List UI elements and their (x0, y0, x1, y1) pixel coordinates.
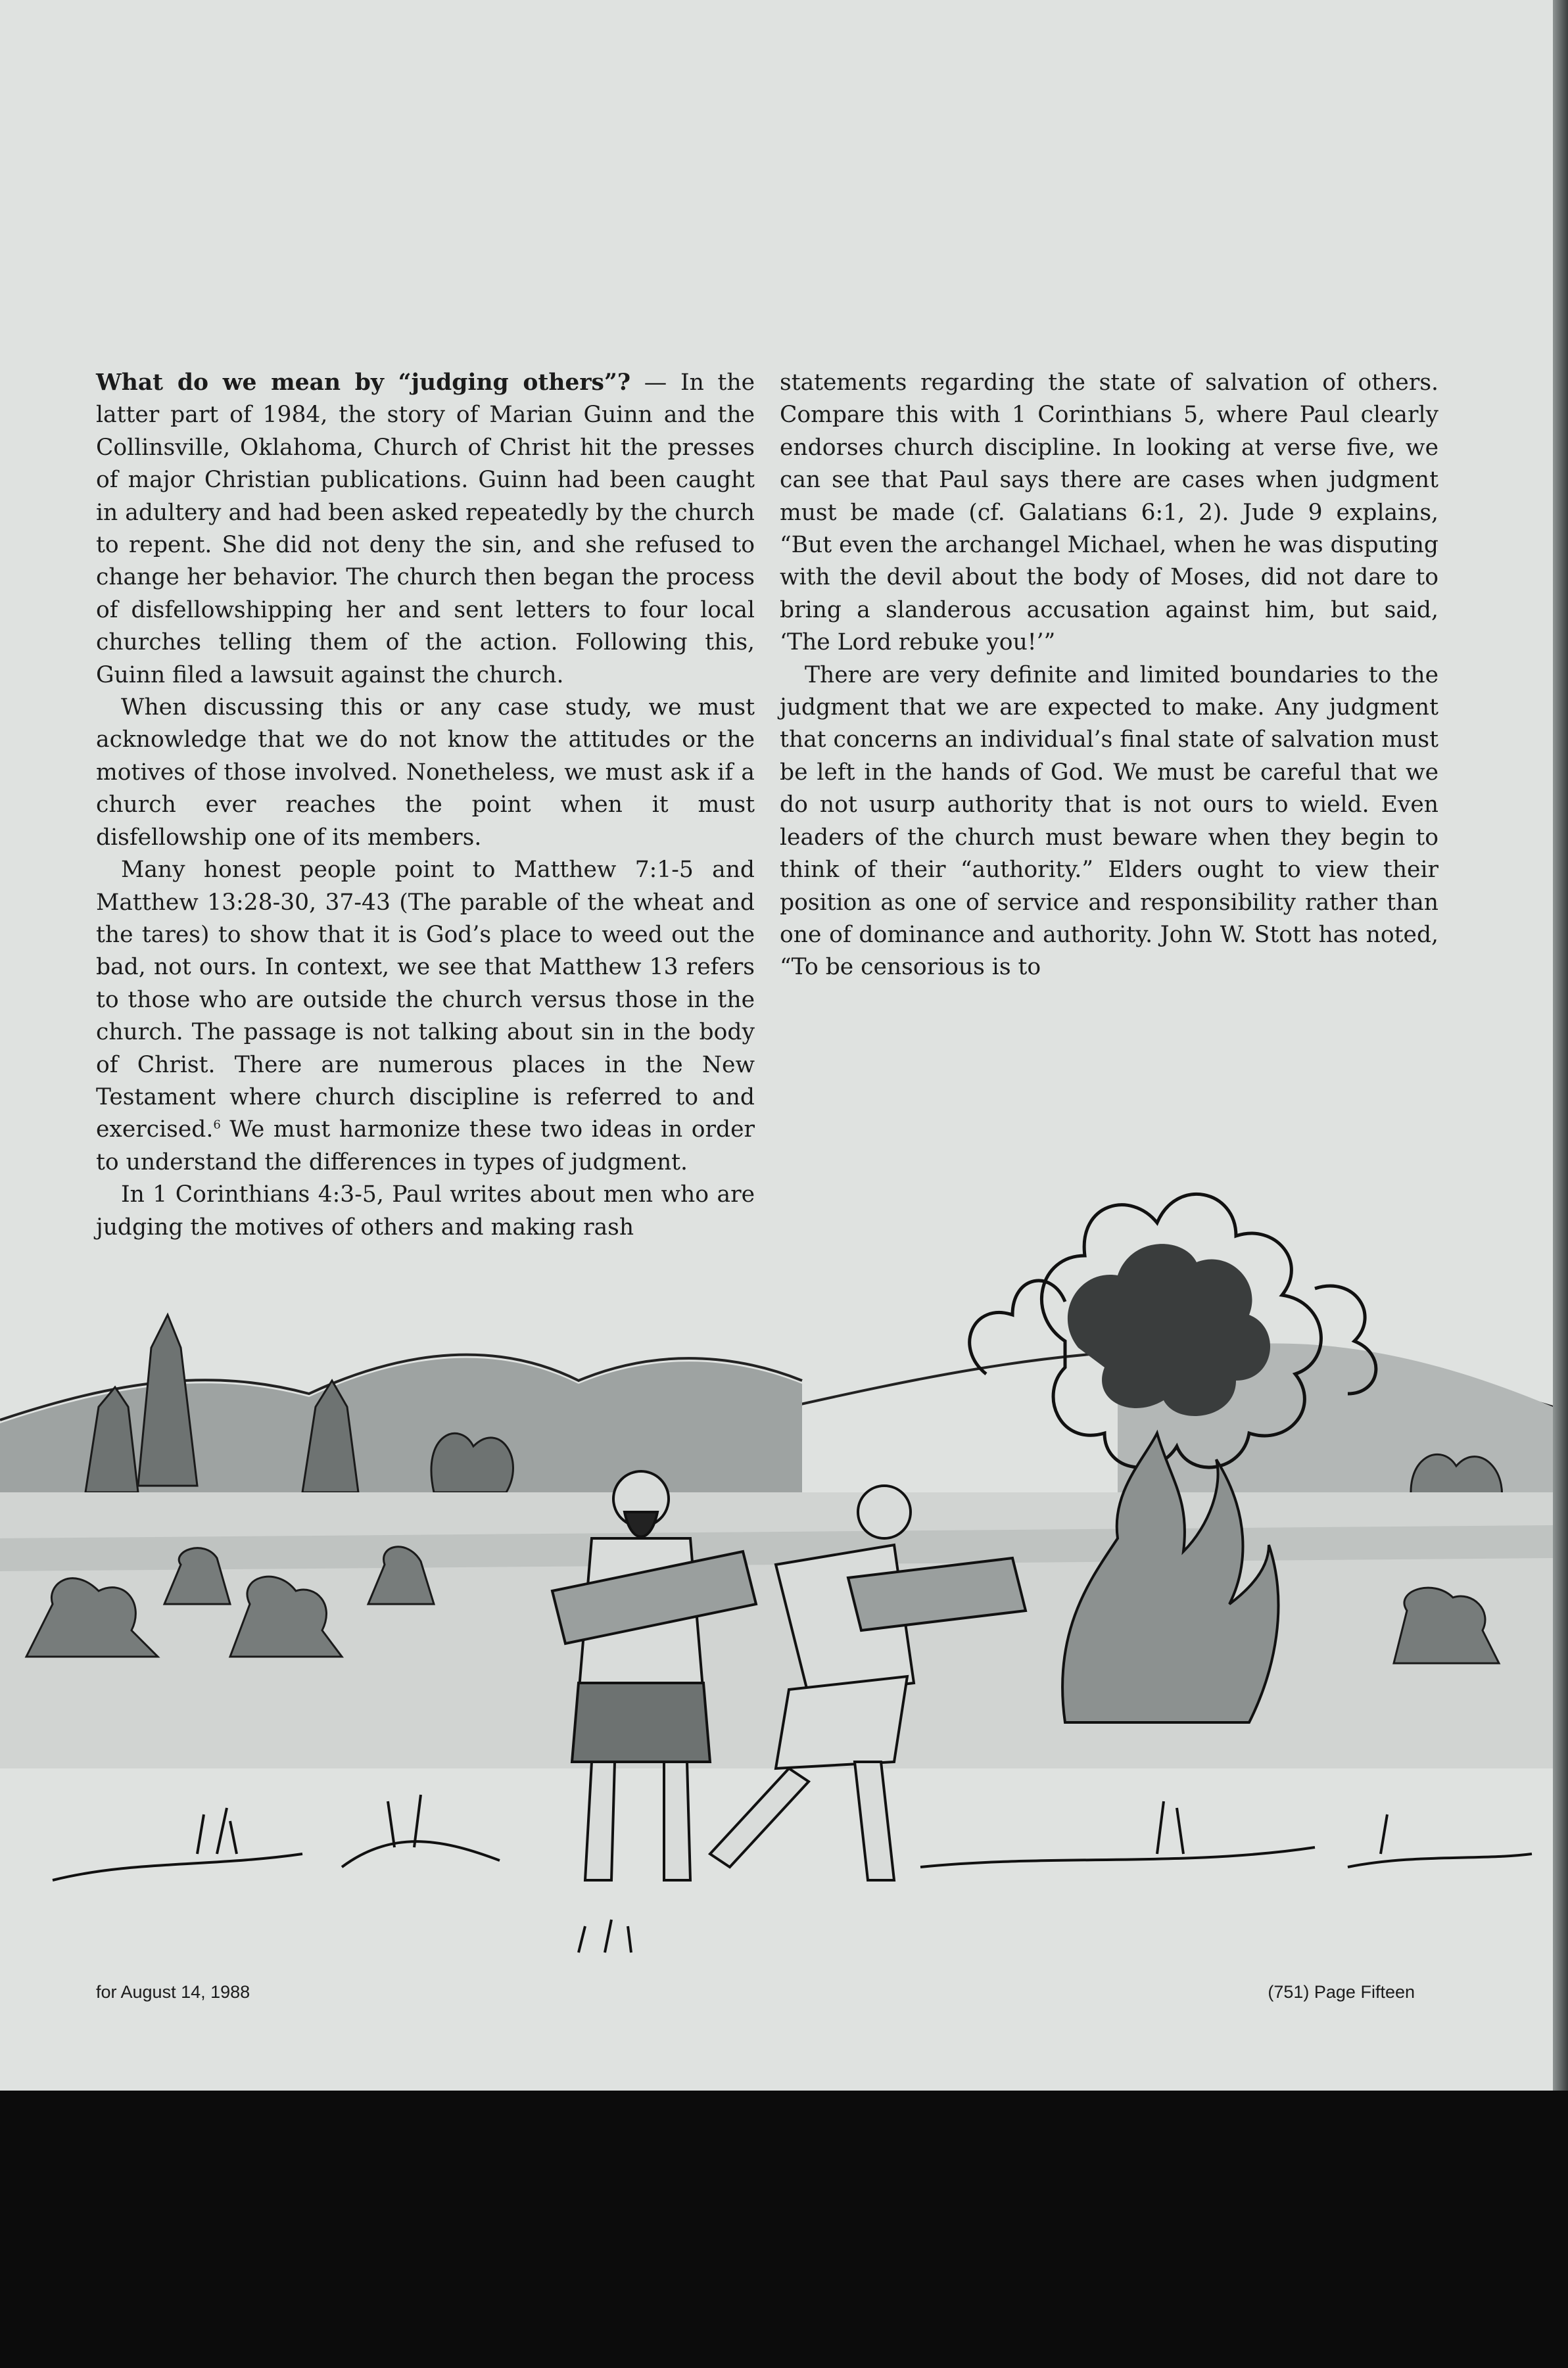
paragraph-1-text: In the latter part of 1984, the story of Marian Guinn and the Collinsville, Oklahoma, Church of Christ hit the presses of major Christian publications. Guinn had been caught in adultery and had been asked repeatedly by the church to repent. She did not deny the sin, and she refused to change her behavior. The church then began the process of disfellowshipping her and sent letters to four local churches telling them of the action. Following this, Guinn filed a lawsuit against the church. (96, 369, 755, 688)
foreground-brush (53, 1795, 1532, 1953)
footnote-marker: 6 (213, 1118, 221, 1132)
show-through-text (592, 178, 1446, 375)
paragraph-3-text: Many honest people point to Matthew 7:1-5 and Matthew 13:28-30, 37-43 (The parable of the wheat and the tares) to show that it is God’s place to weed out the bad, not ours. In context, we see that Matthew 13 refers to those who are outside the church versus those in the church. The passage is not talking about sin in the body of Christ. There are numerous places in the New Testament where church discipline is referred to and exercised. (96, 857, 755, 1143)
paragraph-6: There are very definite and limited boundaries to the judgment that we are expected to make. Any judgment that concerns an individual’s final state of salvation must be left in the hands of God. We must be careful that we do not usurp authority that is not ours to wield. Even leaders of the church must beware when they begin to think of their “authority.” Elders ought to view their position as one of service and responsibility rather than one of dominance and authority. John W. Stott has noted, “To be censorious is to (780, 661, 1438, 981)
footer-date: for August 14, 1988 (96, 1982, 250, 2002)
paragraph-3-tail: We must harmonize these two ideas in order to understand the differences in types of judgment. (96, 1116, 755, 1175)
page-spine-shadow (1553, 0, 1568, 2091)
paragraph-2: When discussing this or any case study, we must acknowledge that we do not know the attitudes or the motives of those involved. Nonetheless, we must ask if a church ever reaches the point when it must disfellowship one of its members. (96, 694, 755, 851)
footer-page-number: (751) Page Fifteen (1268, 1982, 1415, 2002)
paragraph-5: statements regarding the state of salvation of others. Compare this with 1 Corinthians 5, where Paul clearly endorses church discipline. In looking at verse five, we can see that Paul says there are cases when judgment must be made (cf. Galatians 6:1, 2). Jude 9 explains, “But even the archangel Michael, when he was disputing with the devil about the body of Moses, did not dare to bring a slanderous accusation against him, but said, ‘The Lord rebuke you!’” (780, 369, 1438, 656)
article-column-right (780, 367, 1438, 984)
lead-heading: What do we mean by “judging others”? (96, 369, 631, 396)
harvest-illustration (0, 1039, 1553, 2005)
paragraph-1 (96, 367, 755, 692)
paragraph-4: In 1 Corinthians 4:3-5, Paul writes about men who are judging the motives of others and making rash (96, 1181, 755, 1241)
lead-dash: — (630, 369, 680, 396)
